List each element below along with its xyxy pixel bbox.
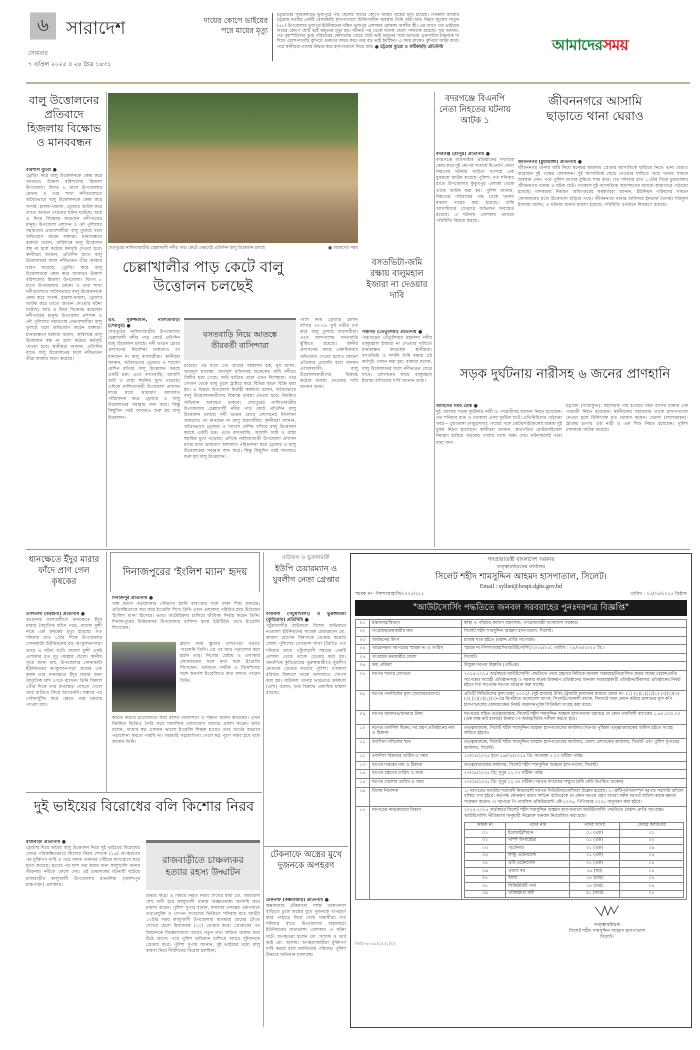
two-brothers-headline: দুই ভাইয়ের বিরোধের বলি কিশোর নিরব [33,799,255,815]
posts-cell: ০৪ (চার) [569,883,619,891]
tender-row [356,724,687,738]
tender-cell-label: বিশেষ নির্দেশনা [370,787,462,807]
date: ৭ এপ্রিল ২০২৫ ॥ ২৪ চৈত্র ১৪৩১ [28,61,112,68]
road-accident-text-4: ভোলা (লালমোহন): ট্রাকের চাপায় এক নারী ও এক শিশু নিহত হয়েছেন। পুলিশ চালককে আটক করেছে। [566,416,688,434]
posts-row [465,830,684,838]
posts-row [465,837,684,845]
posts-cell: ০৮ [465,883,506,891]
rats-headline: ধানক্ষেতে ইঁদুর মারার ফাঁদে প্রাণ গেল কৃষকের [28,555,100,587]
memo-row [355,592,687,598]
rats-byline: তালতলী (বরগুনা) প্রতিনিধি ● [26,612,85,617]
jibannagar-article [518,160,688,360]
section-rule [26,549,690,550]
posts-cell: ০৭ [465,875,506,883]
posts-cell: ০২ [620,837,684,845]
posts-cell: ০১ (এক) [569,830,619,838]
tender-row [356,770,687,779]
english-man-bottom [112,716,260,790]
english-man-byline: দিনাজপুর প্রতিনিধি ● [112,596,153,601]
posts-cell: ওটি এটেনডেন্ট [506,860,570,868]
tender-row [356,619,687,628]
posts-cell: ০৪ (চার) [569,875,619,883]
section-name: সারাদেশ [66,18,126,39]
tender-row [356,807,687,900]
tender-cell-value: তত্ত্বাবধায়ক, সিলেট শহীদ শামসুদ্দিন আহমদ হাসপাতালের কার্যালয় (দরপত্র পুস্তিকা তত্ত্বাবধায়কের অফিস হইতে সংগ্রহ করিতে হইবে)। [462,724,687,738]
brand-part-1: আমাদের [552,36,603,54]
tender-cell-value: তত্ত্বাবধায়ক, সিলেট শহীদ শামসুদ্দিন আহমদ হাসপাতালের কার্যালয়, জেলা প্রশাসকের কার্যালয়, সিলেট এবং পুলিশ সুপারের কার্যালয়, সিলেট। [462,739,687,753]
tender-cell-no: ১৬ [356,787,370,807]
posts-header-cell: পদের নাম [506,822,570,830]
posts-cell: ০১ (এক) [569,837,619,845]
chellakhali-text-2b: শেরপুরের নালিতাবাড়ীর উপজেলায় চেল্লাখালী নদীর পাড় কেটে প্রতিদিন বালু উত্তোলন চলছে। নদী ভাঙন রোধে প্রশাসনের নির্দেশনা থাকলেও তা মানছেন না বালু ব্যবসায়ীরা। স্থানীয়রা জানান, অবৈধভাবে ড্রেজার ও শ্যালো মেশিন বসিয়ে বালু উত্তোলন করছে একটি চক্র। এতে বসতবাড়ি, আবাদি জমি ও রাস্তা হুমকির মুখে পড়েছে। এদিকে নালিতাবাড়ী উপজেলা প্রশাসন মাঝে মধ্যে ভ্রাম্যমাণ আদালত পরিচালনা করে ড্রেজার ও বালু উত্তোলনের সরঞ্জাম জব্দ করে। কিন্তু কিছুদিন পরই আবারও শুরু হয় বালু উত্তোলন। [184,400,296,461]
basatbhita-headline: বসতভিটা-জমি রক্ষায় বালুমহাল ইজারা না দেওয়ার দাবি [366,258,428,301]
chellakhali-col2 [184,364,296,547]
posts-cell: ০১ (এক) [569,852,619,860]
hizla-headline: বালু উত্তোলনের প্রতিবাদে হিজলায় বিক্ষোভ ও মানববন্ধন [26,94,102,149]
jibannagar-byline: জীবননগর (চুয়াডাঙ্গা) প্রতিনিধি ● [518,160,582,165]
road-accident-text-3: চট্টগ্রাম (সীতাকুণ্ড): মহাসড়ক পার হওয়ার সময় বাসের ধাক্কায় এক পথচারী নিহত হয়েছেন। স্থানীয়দের সহায়তায় তাকে হাসপাতালে নেওয়া হলে চিকিৎসক মৃত ঘোষণা করেন। [566,404,688,422]
english-man-text-3: করতে করতে ইংরেজিতে কথা বলার পারদর্শিতা ও দক্ষতা অর্জন করেছেন। এখন নিয়মিত ভিডিও তৈরি করে সামাজিক যোগাযোগ মাধ্যমে প্রকাশ করেন। হৃদয় বলেন, আমার স্বপ্ন একজন ভালো ইংরেজি শিক্ষক হওয়া। তবে অর্থের অভাবে পড়াশোনা করতে পারছি না। সরকারি সহযোগিতা পেলে স্বপ্ন পূরণ সম্ভব হবে বলে জানান তিনি। [112,716,260,746]
tender-cell-value: রাজস্ব খাত হইতে (বরাদ্দ প্রাপ্তি সাপেক্ষে) [462,636,687,645]
tender-cell-no: ০১ [356,619,370,628]
baufal-article [266,612,346,844]
two-brothers-text-3: গ্রেপ্তারের পর মিজানকে জিজ্ঞাসাবাদে আরও নতুন তথ্য জড়িত থাকার কথা উঠে আসে। পরে পুলিশ অভিযান চালিয়ে আরও দুইজনকে গ্রেপ্তার করে। পুলিশ সুপার জানান, দুই ভাইয়ের মধ্যে বালু ব্যবসা নিয়ে দীর্ঘদিনের বিরোধ চলছিল। [146,924,260,954]
tender-cell-label: দরপত্র তফসিল বিক্রয়, দর গ্রহণ প্রতিষ্ঠানের নাম ও ঠিকানা [370,724,462,738]
tender-cell-value: দরপত্রের সহিত তত্ত্বাবধায়ক, সিলেট শহীদ শামসুদ্দিন আহমদ হাসপাতাল বরাবরে যে কোন তফসিলী ব্যাংকের ১,৬০,০০০.০০ (এক লক্ষ ষাট হাজার) টাকার পে-অর্ডার/ডিডি দাখিল করতে হবে। [462,710,687,724]
posts-row [465,890,684,898]
two-brothers-byline: রাজবাড়ী প্রতিনিধি ● [26,840,66,845]
photo-credit: ● আমাদের সময় [328,246,358,251]
road-accident-text-2: চুয়াডাঙ্গা (দামুড়হুদা): গাছের সঙ্গে মোটরসাইকেলের ধাক্কায় দুই যুবক নিহত হয়েছেন। স্থানীয়রা জানান, দ্রুতগতির মোটরসাইকেল নিয়ন্ত্রণ হারিয়ে সড়কের পাশের গাছে ধাক্কা দেয়। ঘটনাস্থলেই তারা মারা যান। [436,422,562,446]
tender-cell-no: ১৫ [356,778,370,787]
chellakhali-headline: চেল্লাখালীর পাড় কেটে বালু উত্তোলন চলছেই [122,258,284,295]
posts-cell: ০৫ [620,852,684,860]
baufal-text: পটুয়াখালীর বাউফলে বিশেষ অভিযানে নওমালা ইউনিয়নের সাবেক চেয়ারম্যান মো. কামাল হোসেন বিশ্বাসকে গ্রেপ্তার করেছে জেলা পুলিশের গোয়েন্দা শাখা (ডিবি)। গত শনিবার রাতে পটুয়াখালী শহরের একটি এলাকা থেকে তাকে গ্রেপ্তার করা হয়। অন্যদিকে কুড়িগ্রামের ভুরুঙ্গামারীতে যুবলীগ নেতাকে গ্রেপ্তার করেছে পুলিশ। গতকাল রবিবার বিকালে তাকে আদালতে সোপর্দ করা হয়। বাউফল থানার ভারপ্রাপ্ত কর্মকর্তা (ওসি) বলেন, তার বিরুদ্ধে একাধিক মামলা রয়েছে। [266,624,346,697]
tender-cell-label: দরপত্র দপ্তরের নাম ও ঠিকানা [370,761,462,770]
photo-caption: শেরপুরের নালিতাবাড়ীর চেল্লাখালী নদীর পাড় কেটে এভাবেই প্রতিদিন বালু উত্তোলন চলছে [108,246,265,251]
posts-cell: গার্ডেনার [506,845,570,853]
tender-cell-no: ০৫ [356,653,370,662]
chellakhali-text-3: পাশে নিমি ড্রেজার মেশিন বসিয়ে ৩০-৩৫ ফুট গভীর গর্ত করে বালু তুলছে ব্যবসায়ীরা। এতে আশপাশের বসতবাড়ি ঝুঁকিতে রয়েছে। স্থানীয় প্রশাসনের কাছে একাধিকবার অভিযোগ দেওয়া হলেও কোনো প্রতিকার মেলেনি বলে জানান এলাকাবাসী। বালু উত্তোলনকারীদের বিরুদ্ধে কঠোর ব্যবস্থা নেওয়ার দাবি জানান তারা। [300,318,358,391]
tender-cell-label: ক্রয় প্রক্রিয়া [370,662,462,671]
jibannagar-headline: জীবননগরে আসামি ছাড়াতে থানা ঘেরাও [546,94,644,123]
tender-cell-no: ১৭ [356,807,370,900]
tender-cell-value: ১০/০৪/২০২৫ হতে ২৬/০৪/২০২৫ খ্রি: অপরাহ্ন ২.০০ ঘটিকা পর্যন্ত। [462,753,687,762]
gov-line: গণপ্রজাতন্ত্রী বাংলাদেশ সরকার [487,557,555,563]
tender-cell-no: ০৩ [356,636,370,645]
divider [434,92,435,547]
road-accident-byline: আমাদের সময় ডেস্ক ● [436,404,478,409]
tender-cell-no: ০৯ [356,710,370,724]
pullquote-text: বসতবাড়ি নিয়ে আতঙ্কে তীরবর্তী বাসিন্দারা [202,330,278,350]
hizla-byline: বরিশাল ব্যুরো ● [26,168,57,173]
tender-cell-value: উন্মুক্ত দরপত্র বিজ্ঞপ্তি (ওটিএম) [462,662,687,671]
section-rule [26,792,262,793]
teknaf-headline: টেকনাফে অস্ত্রের মুখে দুজনকে অপহরণ [270,850,342,871]
english-man-headline: দিনাজপুরের 'ইংলিশ ম্যান' হৃদয় [122,567,248,578]
tender-cell-value: প্রতিটি সিডিউলের মূল্য বাবদ ২০০০/- (দুই হাজার) টাকা ট্রেজারী চালানের মাধ্যমে কোড নং- (১) (২)(১)(২)(১) (৩)(২)(৩)(৩) (২)(৩)(২)(৩)-এর বিপরীতে বাংলাদেশ ব্যাংক, সিলেট/সোনালী ব্যাংক, সিলেটে জমা প্রদান করিয়া চালানের মূল কপি হাসপাতালের কোষাধ্যক্ষের নিকট জমাদানপূর্বক সিডিউল সংগ্রহ করা যাবে। [462,690,687,710]
hizla-text-cont: ড্রেজিং করে বালু উত্তোলনকে কেন্দ্র করে আবারও উত্তাল বরিশালের হিজলা উপজেলা। বিগত ৮ মাসে উপজেলার মেঘনা ও তার শাখা নদীগুলোতে অবৈধভাবে বালু উত্তোলনকে কেন্দ্র করে সংঘর্ষ, হামলা-মামলা, ড্রেজার আটক করে তাতে আগুন দেওয়ার ঘটনা ঘটেছে। আর এ নিয়ে বিক্ষোভ করেছেন নদীপাড়ের মানুষ। উপজেলা প্রশাসন ও নৌ পুলিশের সহায়তায় প্রভাবশালীরা বালু তুলছে বলে অভিযোগ করেন বক্তারা। মানববন্ধনে বক্তারা বলেন, অবিলম্বে বালু উত্তোলন বন্ধ না হলে কঠোর কর্মসূচি দেওয়া হবে। স্থানীয়রা জানান, প্রতিদিন রাতে বালু উত্তোলনের ফলে নদীভাঙন তীব্র আকার ধারণ করেছে। [26,265,102,362]
teknaf-text: কক্সবাজার টেকনাফে সশস্ত্র ডাকাতদল বাড়িতে ঢুকে অস্ত্রের মুখে দুজনকে অপহরণ করে পাহাড়ে নিয়ে গেছে সন্ত্রাসীরা। গত শনিবার রাতে উপজেলার বাহারছড়া ইউনিয়নের মাথাভাঙ্গা এলাকায় এ ঘটনা ঘটে। অপহৃতরা হলেন মো. সাদেক ও তার ভাই মো. আলম। অপহরণকারীরা মুক্তিপণ দাবি করছে বলে জানিয়েছে পরিবার। পুলিশ উদ্ধারে অভিযান চালাচ্ছে। [266,904,346,958]
tender-cell-value: তত্ত্বাবধায়কের কার্যালয়, সিলেট শহীদ শামসুদ্দিন আহমদ হাসপাতাল, সিলেট। [462,761,687,770]
posts-cell: ০১ (এক) [569,845,619,853]
tender-cell-label: দরপত্র তফসিলের মূল্য (অফেরতযোগ্য) [370,690,462,710]
tender-row [356,653,687,662]
tender-table [355,619,687,901]
tender-cell-no: ০৬ [356,662,370,671]
tender-cell-label: দরপত্র খোলার তারিখ ও সময় [370,778,462,787]
signatory-place: সিলেট। [600,934,614,940]
chellakhali-text-1: শেরপুরের নালিতাবাড়ীর উপজেলায় চেল্লাখালী নদীর পাড় কেটে প্রতিদিন বালু উত্তোলন চলছে। নদী ভাঙন রোধে প্রশাসনের নির্দেশনা থাকলেও তা মানছেন না বালু ব্যবসায়ীরা। স্থানীয়রা জানান, অবৈধভাবে ড্রেজার ও শ্যালো মেশিন বসিয়ে বালু উত্তোলন করছে একটি চক্র। এতে বসতবাড়ি, আবাদি জমি ও রাস্তা হুমকির মুখে পড়েছে। এদিকে নালিতাবাড়ী উপজেলা প্রশাসন মাঝে মধ্যে ভ্রাম্যমাণ আদালত পরিচালনা করে ড্রেজার ও বালু উত্তোলনের সরঞ্জাম জব্দ করে। কিন্তু কিছুদিন পরই আবারও শুরু হয় বালু উত্তোলন। [108,330,180,421]
tender-row [356,662,687,671]
badarganj-byline: বদরগঞ্জ (রংপুর) প্রতিনিধি ● [436,152,490,157]
road-accident-col1 [436,404,562,547]
english-man-text-1: অল্প বয়সে পড়াশোনার সৌভাগ্য হয়নি বাবা-মার সঙ্গে থাকা শিশু হৃদয়ের। প্রতিবন্ধিতাকে জয় করে ইংরেজি শিখে তিনি এখন এলাকায় পরিচিত হয়ে উঠেছেন 'ইংলিশ ম্যান' হিসেবে। ভাঙা অটোরিকশা চালিয়ে জীবিকা নির্বাহ করেন তিনি। দিনাজপুরের চিরিরবন্দর উপজেলার বাসিন্দা হৃদয় ইউটিউব দেখে ইংরেজি শিখেছেন। [112,602,260,632]
baufal-kicker: বাউফল ও ভুরুঙ্গামারী [282,555,330,561]
tender-cell-no: ১২ [356,753,370,762]
tender-row [356,739,687,753]
chellakhali-byline: এম. সুরুজ্জামান, নালিতাবাড়ী (শেরপুর) ● [108,318,180,330]
chellakhali-text-2: রয়েছে। এর মধ্যে ৩টি গ্রামের আহলান হক, নূর আলী, আবদুল মালেক, আবদুল মজিদসহ অনেকের জমি নদীতে বিলীন হয়ে গেছে। জমি হারিয়ে তারা এখন দিশেহারা। পরে সেখান থেকে বালু তুলে ট্রাক্টরে করে বিভিন্ন স্থানে বিক্রি করা হয়। এ বিষয়ে উপজেলা নির্বাহী কর্মকর্তা বলেন, অবৈধভাবে বালু উত্তোলনকারীদের বিরুদ্ধে ব্যবস্থা নেওয়া হবে। নিয়মিত অভিযান অব্যাহত থাকবে। [184,364,296,406]
hizla-article [26,168,102,546]
tender-cell-label: সংগ্রাহক ক্রয়কারীর জেলা [370,653,462,662]
tender-cell-value: ২৭/০৪/২০২৫ খ্রি: দুপুর ১২.০০ ঘটিকা পর্যন্ত [462,770,687,779]
posts-cell: ০১ [465,830,506,838]
tender-cell-label: দরপত্র জামানত/বায়নার টাকা [370,710,462,724]
hridoy-photo [112,642,176,712]
tender-cell-no: ১০ [356,724,370,738]
tender-cell-value: ১। দরপত্রের যাবতীয় শর্তাবলী নিয়মাবলী দরপত্র সিডিউল/তফসিলে উল্লেখ রয়েছে। ২। ত্রুটিপূর্ণ/অসম্পূর্ণ দরপত্র সরাসরি বাতিল বলিয়া গণ্য হইবে। কর্তৃপক্ষ কোনরূপ কারণ দর্শানো ব্যতিরেকে যে কোন দরপত্র গ্রহণ অথবা সকল দরপত্র বাতিল করার ক্ষমতা সংরক্ষণ করেন। ৩। দরপত্রে পি পাবলিক প্রকিউরমেন্ট এক্ট-২০০৬, পিপিআর-২০০৮ অনুসরণ করা হইবে। [462,787,687,807]
teknaf-article [266,898,346,1026]
english-man-headline-box [110,552,260,592]
tender-title: "আউটসোর্সিং পদ্ধতিতে জনবল সরবরাহের পুনঃদরপত্র বিজ্ঞপ্তি" [355,600,687,616]
signatory [527,903,687,941]
posts-cell: ০৫ [465,860,506,868]
english-man-text-2: ক্লাসে সময় স্কুলের লেখাপড়া পড়তে পারেননি তিনি। এর পর আর পড়ালেখা করা হয়নি তার। নিজের চেষ্টায় ও এলাকার লোকজনের সঙ্গে কথা বলে ইংরেজি শিখেছেন। বর্তমানে পর্যটক ও বিদেশিদের সঙ্গে অনর্গল ইংরেজিতে কথা বলতে পারেন তিনি। [180,642,260,684]
posts-cell: পাম্প অপারেটর [506,837,570,845]
tender-cell-no: ১৩ [356,761,370,770]
posts-cell: ইলেকট্রিশিয়ান [506,830,570,838]
posts-header-cell: সেবার ক্যাটাগরি [620,822,684,830]
tender-cell-value [462,807,687,900]
posts-row [465,875,684,883]
memo-number: স্মারক নং- সিশশাআহাসি/২০২৫/২৫২ [355,591,425,597]
signatory-org: সিলেট শহীদ শামসুদ্দিন আহমদ হাসপাতাল [568,928,646,934]
posts-cell: ০১ (এক) [569,860,619,868]
posts-cell: আয়া [506,875,570,883]
tender-cell-label: অর্থায়নের উৎস [370,636,462,645]
tender-cell-value: সিলেট। [462,653,687,662]
divider [263,552,264,1027]
posts-row [465,845,684,853]
hospital-name: সিলেট শহীদ শামসুদ্দিন আহমদ হাসপাতাল, সিলেট। [435,571,607,582]
page-number-box [30,12,56,40]
jibannagar-text-2: মাদকদ্রব্য নিয়ন্ত্রণ অধিদপ্তরের কর্মকর্তারা জানান, ইউনিয়ন পরিষদের সামনে লোকজনের মধ্যে উত্তেজনা ছড়িয়ে পড়ে। জীবননগর থানার অফিসার ইনচার্জ (তদন্ত) শরিফুল ইসলাম বলেন, এ ঘটনায় থানায় মামলা হয়েছে। পরিস্থিতি বর্তমানে নিয়ন্ত্রণে রয়েছে। [518,190,688,208]
posts-row [465,883,684,891]
english-man-intro [112,596,260,639]
baufal-headline: ইউপি চেয়ারম্যান ও যুবলীগ নেতা গ্রেপ্তার [272,564,340,584]
basatbhita-text: পঞ্চগড়ের তেঁতুলিয়ার মহানন্দা নদীর বালুমহাল ইজারা না দেওয়ার দাবিতে মানববন্ধন করেছেন স্থানীয়রা। বসতভিটা ও ফসলি জমি রক্ষায় এই কর্মসূচি পালন করা হয়। বক্তারা বলেন, বালু উত্তোলনের ফলে নদীভাঙন বেড়ে যাবে। প্রশাসনের কাছে বালুমহাল ইজারা বাতিলের দাবি জানান তারা। [362,336,432,384]
posts-cell: লন্ড্রি এটেনডেন্ট [506,852,570,860]
basatbhita-byline: পঞ্চগড় (তেঁতুলিয়া) প্রতিনিধি ● [362,330,423,335]
posts-row [465,860,684,868]
tender-cell-value: স্মারক নং-সিশশাআহাসি/আউটসোর্সিং/২০২৫/২৫১ তারিখ : ০৫/০৪/২০২৫ খ্রি:। [462,645,687,654]
tender-cell-label: তফসিল বিক্রয়ের তারিখ ও সময় [370,753,462,762]
tender-row [356,761,687,770]
posts-cell: ০৬ (ছয়) [569,868,619,876]
posts-cell: ০৪ [620,845,684,853]
tender-cell-value: ২৭/০৪/২০২৫ খ্রি: দুপুর ১২.৩০ ঘটিকা। দরপত্র দাতাদের সম্মুখে (যদি কেউ উপস্থিত থাকেন) [462,778,687,787]
tender-cell-value: সিলেট শহীদ শামসুদ্দিন আহমদ হাসপাতাল, সিলেট। [462,628,687,637]
pullquote-text: রাজবাড়ীতে চাঞ্চল্যকর হত্যার রহস্য উদ্ঘাটন [162,855,244,878]
chellakhali-col3 [300,318,358,547]
tender-cell-label: দরপত্র গ্রহণের তারিখ ও সময় [370,770,462,779]
hospital-email: Email : sylhet@hospi.dghs.gov.bd [479,583,563,590]
posts-cell: ০৬ [465,868,506,876]
posts-header-row [465,822,684,830]
posts-cell: ওয়ার্ড বয় [506,868,570,876]
posts-row [465,852,684,860]
hizla-text: ড্রেজিং করে বালু উত্তোলনকে কেন্দ্র করে আবারও উত্তাল বরিশালের হিজলা উপজেলা। বিগত ৮ মাসে উপজেলার মেঘনা ও তার শাখা নদীগুলোতে অবৈধভাবে বালু উত্তোলনকে কেন্দ্র করে সংঘর্ষ, হামলা-মামলা, ড্রেজার আটক করে তাতে আগুন দেওয়ার ঘটনা ঘটেছে। আর এ নিয়ে বিক্ষোভ করেছেন নদীপাড়ের মানুষ। উপজেলা প্রশাসন ও নৌ পুলিশের সহায়তায় প্রভাবশালীরা বালু তুলছে বলে অভিযোগ করেন বক্তারা। মানববন্ধনে বক্তারা বলেন, অবিলম্বে বালু উত্তোলন বন্ধ না হলে কঠোর কর্মসূচি দেওয়া হবে। স্থানীয়রা জানান, প্রতিদিন রাতে বালু উত্তোলনের ফলে নদীভাঙন তীব্র আকার ধারণ করেছে। [26,174,102,271]
posts-row [465,868,684,876]
memo-date: তারিখ : ০৫/০৪/২০২৫ খ্রিষ্টাব্দ [630,591,687,597]
two-brothers-text-2: উদ্ধার করে। এ বিষয়ে নিহত নিরব শেখের বাবা মো. জিয়াউল শেখ বাদী হয়ে কালুখালী থানায় অজ্ঞাতনামা আসামি করে মামলা করেন। পুলিশ সুপার বলেন, মামলার তদন্তের একপর্যায়ে তথ্যপ্রযুক্তি ও গোপন সংবাদের ভিত্তিতে শনিবার রাত আটটা ১০টার সময় কালুখালী উপজেলার বাগমারা গ্রামের টেংগু শেখের ছেলে মিজানকে (২২) গ্রেপ্তার করে। [146,894,260,930]
top-brief-body: চট্টগ্রামের ফটিকছড়ির ভুজপুরে পড় ছেলের দায়ের কোপে আহত মায়ের মৃত্যু হয়েছে। গতকাল রবিবার চট্টগ্রাম নগরীর একটি বেসরকারি হাসপাতালে চিকিৎসাধীন অবস্থায় তিনি মারা যান। নিহত জুবেদা খাতুন (৫৮) উপজেলার ভুজপুর ইউনিয়নের দক্ষিণ ভুজপুর এলাকার মোস্তফা আলীর স্ত্রী। এর আগে গত ভাইয়ের দায়ের কোপে ছোট ভাই মামুনের মৃত্যু হয়। ঘটনার পর থেকে ঘাতক ছেলে পলাতক রয়েছে। সূত্র জানায়, গত বৃহস্পতিবার ভুজ্ব পরিবারের কোন্দলের জেরে ছোট ভাই মামুনের সঙ্গে ঝগড়ার একপর্যায়ে মামুনকে দা দিয়ে এলোপাতাড়ি কুপিয়ে গুরুতর জখম করে তার বড় ভাই ইয়াছিন। এ সময় মাকেও কুপিয়ে জখম করে। পরে স্থানীয়রা তাদের উদ্ধার করে হাসপাতালে নিয়ে যায়। [277,13,459,50]
divider [106,552,107,792]
two-brothers-col1 [26,840,140,1026]
posts-cell: ০৫ [620,883,684,891]
tender-cell-label: দরপত্রের নাম/কাজের বিবরণ [370,807,462,900]
footer-code: জিডি-৩০৮৯/২৫ (১/৪) [355,940,395,946]
signature-block [355,903,687,941]
posts-cell: ০৫ [620,860,684,868]
two-brothers-col2 [146,894,260,1026]
posts-cell: ০২ [465,837,506,845]
office-line: তত্ত্বাবধায়কের কার্যালয় [496,564,546,570]
divider [272,13,273,61]
road-accident-col2 [566,404,688,547]
posts-cell: ০৪ [465,852,506,860]
brand-part-2: সময় [602,36,628,54]
tender-row [356,628,687,637]
pullquote-basatbari [184,318,296,360]
tender-row [356,690,687,710]
chellakhali-col1 [108,318,180,547]
posts-cell: ০৮ (আট) [569,890,619,898]
header-rule [26,82,690,84]
day: সোমবার [28,50,48,57]
two-brothers-text-1: ড্রেজার দিয়ে অবৈধ বালু উত্তোলন নিয়ে দুই ভাইয়ের বিরোধের জেরে পরিকল্পিতভাবে কিশোর নিরব শেখকে (১৬) অপহরণের পর মুক্তিপণ দাবি ও পরে গলায় গুরুতর পেঁচিয়ে শ্বাসরোধে করে হত্যা করেছে। হত্যার পর লাশ গুম করার জন্য কালুখালি থানার সীমানায় নদীতে ফেলে দেয়। এই চাঞ্চল্যকর ঘটনাটি ঘটেছে রাজবাড়ীর কালুখালী উপজেলার রতনদিয়া (মালশপুর মাঝপাড়া) এলাকায়। [26,846,140,888]
basatbhita-article [362,330,432,547]
tender-cell-no: ১৪ [356,770,370,779]
tender-cell-label: মন্ত্রণালয়/বিভাগ [370,619,462,628]
posts-cell: ০৯ [465,890,506,898]
page-number: ৬ [37,14,49,36]
road-accident-headline: সড়ক দুর্ঘটনায় নারীসহ ৬ জনের প্রাণহানি [459,367,671,382]
tender-advertisement [350,553,692,1028]
tender-cell-label: তফসিল দাখিলের স্থান [370,739,462,753]
signature-icon [590,904,624,918]
top-brief-headline: দায়ের কোপে ভাইয়ের পরে মায়ের মৃত্যু [203,16,268,35]
tender-cell-no: ০২ [356,628,370,637]
posts-cell: ০৩ [465,845,506,853]
section-rule [264,846,348,847]
teknaf-byline: টেকনাফ (কক্সবাজার) প্রতিনিধি ● [266,898,329,903]
posts-cell: সিকিউরিটি গার্ড [506,883,570,891]
top-brief-text [277,13,459,69]
tender-cell-no: ০৮ [356,690,370,710]
divider [106,92,107,547]
tender-row [356,645,687,654]
posts-header-cell: পদের সংখ্যা [569,822,619,830]
signatory-title: তত্ত্বাবধায়ক [594,922,620,929]
pullquote-rajbari [146,840,260,890]
english-man-beside [180,642,260,712]
posts-cell: ০৫ [620,890,684,898]
posts-cell: পরিচ্ছন্নতা কর্মী [506,890,570,898]
tender-cell-no: ১১ [356,739,370,753]
jibannagar-text-1: জীবননগর থানায় জমি নিয়ে দ্বন্দ্বের মামলায় গ্রেপ্তার আসামিকে ছাড়িয়ে নিতে থানা ঘেরাও করেছেন দুই পক্ষের লোকজন। দুই আসামিকে ছেড়ে দেওয়ার দাবিতে তারা থানার সামনে অবস্থান নেন। পরে পুলিশ তাদের বুঝিয়ে শান্ত করে। গত শনিবার রাত ১১টার দিকে চুয়াডাঙ্গার জীবননগর থানায় এ ঘটনা ঘটে। গতকাল দুই আসামিকে আদালতের মাধ্যমে কারাগারে পাঠানো হয়েছে। [518,166,688,196]
tender-row [356,671,687,691]
rats-article [26,612,102,790]
sand-extraction-photo [108,93,358,243]
baufal-byline: বাউফল (পটুয়াখালী) ও ভুরুঙ্গামারী (কুড়িগ্রাম) প্রতিনিধি ● [266,612,346,624]
badarganj-headline: বদরগঞ্জে বিএনপি নেতা নিহতের ঘটনায় আটক ১ [439,94,511,126]
tender-cell-label: সংগ্রাহক/ক্রয়কারীর নাম [370,628,462,637]
tender-cell-no: ০৪ [356,645,370,654]
tender-row [356,710,687,724]
tender-row [356,753,687,762]
posts-table [464,822,684,899]
tender-cell-value-text: ২০২৪-২০২৫ অর্থবছরে সিলেট শহীদ শামসুদ্দিন আহমদ হাসপাতালে আউটসোর্সিং পদ্ধতিতে (বরাদ্দ প্রাপ্তি সাপেক্ষে) আউটসোর্সিং নীতিমালা অনুযায়ী নিম্নোক্ত জনবল নিয়োজিত করা হবে। [464,808,664,819]
tender-row [356,778,687,787]
tender-cell-label: আহ্বানকৃত দরপত্রের স্মারক নং ও তারিখ [370,645,462,654]
posts-header-cell: ক্রমিক নং [465,822,506,830]
tender-row [356,636,687,645]
posts-cell: ০১ [620,830,684,838]
posts-cell: ০৫ [620,875,684,883]
rats-text: বরগুনার তালতলীতে ধানক্ষেতে ইঁদুর মারার বৈদ্যুতিক ফাঁদে পড়ে, বাদেল মুন্সী নামে এক কৃষকের মৃত্যু হয়েছে। গত শনিবার রাত ৮টার দিকে উপজেলার সোনাকাটা ইউনিয়নের বড় অংকুজানপাড়া গ্রামে এ ঘটনা ঘটে। বাদেল মুন্সী একই এলাকার মৃত দুদু মোল্লার ছেলে। স্থানীয় সূত্রে জানা যায়, উপজেলার সোনাকাটা ইউনিয়নের অংকুজানপাড়া গ্রামের এক কৃষক তার ধানক্ষেতে ইঁদুর মারার জন্য বৈদ্যুতিক ফাঁদ পেতে রাখেন। তিনি বিকাল ৫টার দিকে তার ধানক্ষেত দেখতে গেলে আর বাড়িতে ফিরে আসেননি। সন্ধ্যার পর খোঁজাখুঁজি করে ক্ষেতে তার মরদেহ পাওয়া যায়। [26,618,102,709]
tender-row [356,787,687,807]
tender-cell-value: স্বাস্থ্য ও পরিবার কল্যাণ মন্ত্রণালয়, গণপ্রজাতন্ত্রী বাংলাদেশ সরকার। [462,619,687,628]
tender-cell-value: ২০২৪-২০২৫ অর্থবছরে আউটসোর্সিং পদ্ধতিতে সেবা গ্রহণের নিমিত্তে জনবল সরবরাহ/নিয়োজিত করার লক্ষ্যে (বরাদ্দপ্রাপ্তি সাপেক্ষে) আগ্রহী প্রতিষ্ঠানসমূহ ও সরকার কর্তৃক উক্তরূপ প্রতিষ্ঠানের জনবল সরবরাহকারী প্রতিষ্ঠান/টিকাদার প্রতিষ্ঠানের নিকট হইতে শর্ত সাপেক্ষে দরপত্র আহ্বান করা যাচ্ছে। [462,671,687,691]
top-brief-credit: ● চট্টগ্রাম ব্যুরো ও ফটিকছড়ি প্রতিনিধি [374,44,444,50]
tender-cell-label: দরপত্র দাতার যোগ্যতা [370,671,462,691]
badarganj-article [436,152,514,360]
posts-cell: ০৫ [620,868,684,876]
road-accident-text-1: দুই জেলায় সড়ক দুর্ঘটনায় নারী ও পথচারীসহ ছয়জন নিহত হয়েছেন। গত শনিবার রাত ও গতকাল এসব দুর্ঘটনা ঘটে। প্রতিনিধিদের পাঠানো খবর— [436,410,562,428]
tender-cell-no: ০৭ [356,671,370,691]
brand-logo[interactable] [552,34,628,59]
badarganj-text: বদরগঞ্জে ব্যবসায়িক প্রতিষ্ঠানের দখলকে কেন্দ্র করে দুই গ্রুপের সংঘর্ষে বিএনপি নেতা নিহতের ঘটনায় জড়িত সন্দেহে এক যুবককে আটক করেছে পুলিশ। গত শনিবার রাতে উপজেলার কুতুবপুর এলাকা থেকে তাকে আটক করা হয়। পুলিশ জানায়, নিহতের পরিবারের পক্ষ থেকে থানায় মামলা দায়ের করা হয়েছে। বাকি আসামিদের গ্রেপ্তারে অভিযান অব্যাহত রয়েছে। এ ঘটনায় এলাকায় থমথমে পরিস্থিতি বিরাজ করছে। [436,158,514,225]
